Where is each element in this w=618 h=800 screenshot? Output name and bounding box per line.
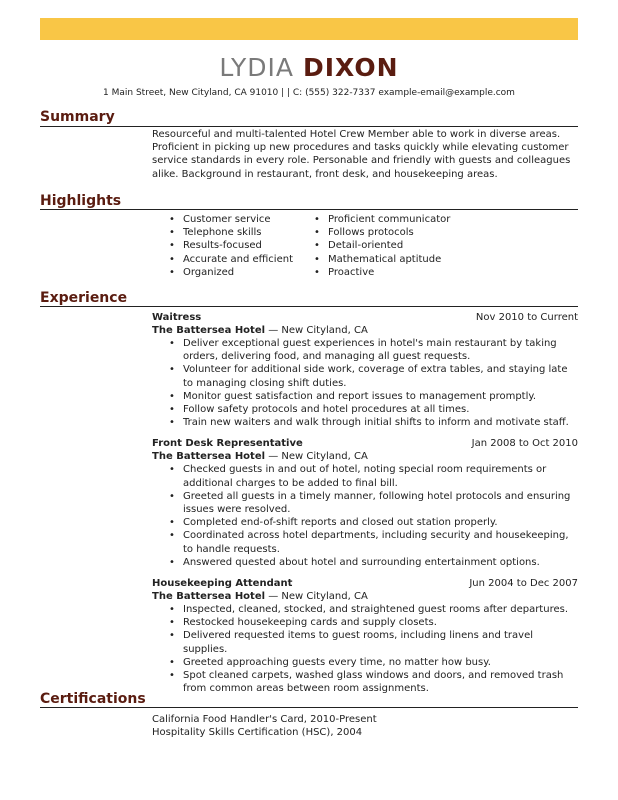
job-header [152,311,578,324]
highlight-item: • Accurate and efficient [169,253,293,266]
job-company-line [152,450,578,463]
job-bullet: • Monitor guest satisfaction and report issues to management promptly. [152,390,578,403]
certifications-divider [40,707,578,708]
job-title: Waitress [152,312,202,323]
job-bullets [152,463,578,569]
highlight-item: • Follows protocols [314,226,450,239]
job-bullet: • Checked guests in and out of hotel, noting special room requirements or additional charges to be added to final bill. [152,463,578,489]
first-name: LYDIA [219,53,295,82]
highlights-column-1 [169,213,293,279]
job-bullet: • Coordinated across hotel departments, including security and housekeeping, to handle requests. [152,529,578,555]
experience-block [152,311,578,703]
job-bullets [152,337,578,429]
job-entry [152,311,578,429]
certification-item: California Food Handler's Card, 2010-Present [152,714,377,725]
company-name: The Battersea Hotel [152,451,266,463]
job-company-line [152,590,578,603]
job-bullet: • Greeted all guests in a timely manner, following hotel protocols and ensuring issues were resolved. [152,490,578,516]
company-location: New Cityland, CA [281,325,368,336]
highlights-divider [40,209,578,210]
job-entry [152,437,578,569]
job-bullet: • Completed end-of-shift reports and closed out station properly. [152,516,578,529]
job-header [152,577,578,590]
highlight-item: • Organized [169,266,293,279]
job-dates: Jan 2008 to Oct 2010 [471,438,578,450]
last-name: DIXON [302,53,399,82]
company-name: The Battersea Hotel [152,591,266,603]
summary-heading: Summary [40,109,115,125]
job-dates: Jun 2004 to Dec 2007 [469,578,578,590]
highlights-heading: Highlights [40,193,122,209]
highlight-item: • Proficient communicator [314,213,450,226]
highlight-item: • Customer service [169,213,293,226]
job-bullets [152,603,578,695]
highlight-item: • Mathematical aptitude [314,253,450,266]
job-bullet: • Deliver exceptional guest experiences in hotel's main restaurant by taking orders, delivering food, and managing all guest requests. [152,337,578,363]
job-company-line [152,324,578,337]
highlight-item: • Proactive [314,266,450,279]
header-accent-bar [40,18,578,40]
job-dates: Nov 2010 to Current [475,312,578,323]
highlight-item: • Results-focused [169,239,293,252]
job-bullet: • Delivered requested items to guest rooms, including linens and travel supplies. [152,629,578,655]
experience-heading: Experience [40,290,128,306]
certification-item: Hospitality Skills Certification (HSC), 2004 [152,727,363,739]
company-location: New Cityland, CA [281,451,368,463]
job-bullet: • Spot cleaned carpets, washed glass windows and doors, and removed trash from common areas between room assignments. [152,669,578,695]
job-bullet: • Answered quested about hotel and surrounding entertainment options. [152,556,578,569]
certifications-heading: Certifications [40,691,146,707]
candidate-name [0,52,618,84]
job-bullet: • Restocked housekeeping cards and supply closets. [152,616,578,629]
job-header [152,437,578,450]
job-bullet: • Greeted approaching guests every time, no matter how busy. [152,656,578,669]
company-location: New Cityland, CA [281,591,368,603]
job-bullet: • Volunteer for additional side work, coverage of extra tables, and staying late to managing closing shift duties. [152,363,578,389]
job-title: Housekeeping Attendant [152,578,293,590]
job-bullet: • Follow safety protocols and hotel procedures at all times. [152,403,578,416]
job-bullet: • Train new waiters and walk through initial shifts to inform and motivate staff. [152,416,578,429]
contact-line: 1 Main Street, New Cityland, CA 91010 | | C: (555) 322-7337 example-email@example.com [103,88,515,98]
certifications-block [152,713,582,739]
summary-block [152,128,580,181]
job-title: Front Desk Representative [152,438,303,450]
summary-text: Resourceful and multi-talented Hotel Crew Member able to work in diverse areas. Proficient in picking up new procedures and tasks quickly while elevating customer service standards in every role. Personable and friendly with guests and colleagues alike. Background in restaurant, front desk, and housekeeping areas. [152,129,571,180]
experience-divider [40,306,578,307]
company-name: The Battersea Hotel [152,325,266,336]
company-separator: — [268,591,279,603]
highlight-item: • Detail-oriented [314,239,450,252]
highlight-item: • Telephone skills [169,226,293,239]
highlights-column-2 [314,213,450,279]
company-separator: — [268,451,279,463]
job-bullet: • Inspected, cleaned, stocked, and straightened guest rooms after departures. [152,603,578,616]
company-separator: — [268,325,279,336]
summary-divider [40,126,578,127]
job-entry [152,577,578,695]
